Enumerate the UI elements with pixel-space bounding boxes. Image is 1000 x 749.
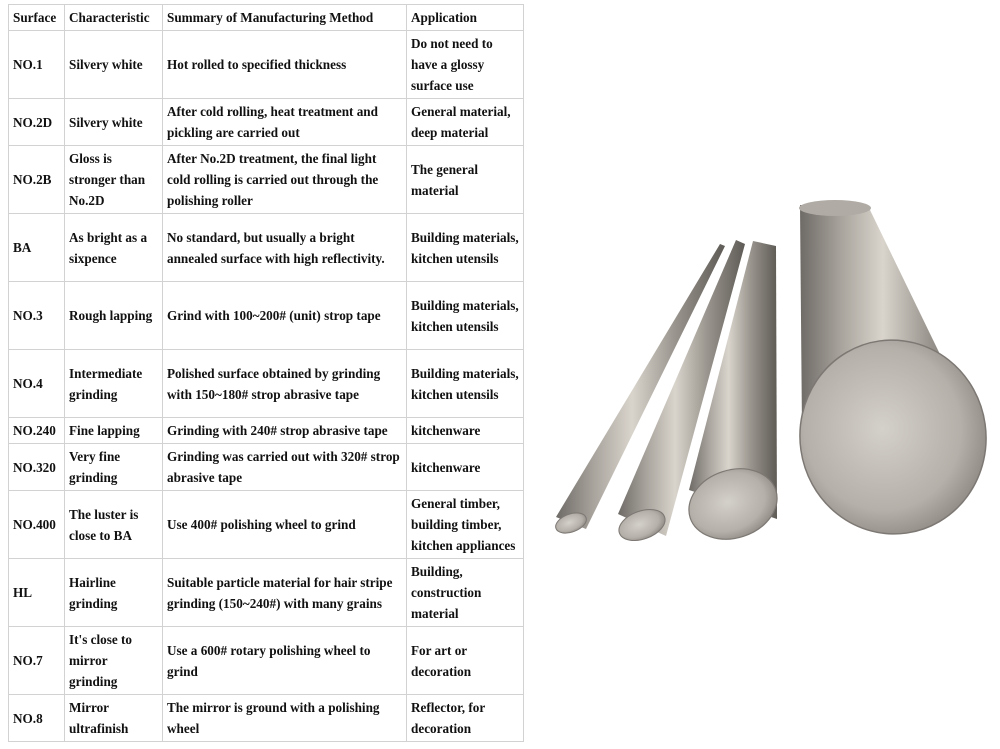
surface-cell: NO.7 (9, 627, 65, 695)
surface-cell: HL (9, 559, 65, 627)
application-cell: The general material (407, 146, 524, 214)
characteristic-cell: Fine lapping (65, 418, 163, 444)
application-cell: Building materials, kitchen utensils (407, 214, 524, 282)
surface-cell: NO.8 (9, 695, 65, 742)
header-characteristic: Characteristic (65, 5, 163, 31)
surface-cell: NO.4 (9, 350, 65, 418)
characteristic-cell: It's close to mirror grinding (65, 627, 163, 695)
application-cell: Building materials, kitchen utensils (407, 282, 524, 350)
surface-cell: NO.3 (9, 282, 65, 350)
characteristic-cell: Mirror ultrafinish (65, 695, 163, 742)
table-row (9, 99, 524, 146)
table-row (9, 282, 524, 350)
method-cell: Use 400# polishing wheel to grind (163, 491, 407, 559)
table-row (9, 214, 524, 282)
surface-cell: NO.400 (9, 491, 65, 559)
method-cell: Use a 600# rotary polishing wheel to grind (163, 627, 407, 695)
method-cell: Grinding was carried out with 320# strop abrasive tape (163, 444, 407, 491)
table-row (9, 350, 524, 418)
table-row (9, 627, 524, 695)
characteristic-cell: Silvery white (65, 99, 163, 146)
characteristic-cell: Gloss is stronger than No.2D (65, 146, 163, 214)
surface-cell: BA (9, 214, 65, 282)
table-row (9, 418, 524, 444)
header-surface: Surface (9, 5, 65, 31)
surface-cell: NO.1 (9, 31, 65, 99)
table-row (9, 559, 524, 627)
characteristic-cell: Intermediate grinding (65, 350, 163, 418)
characteristic-cell: Silvery white (65, 31, 163, 99)
header-application: Application (407, 5, 524, 31)
application-cell: Building materials, kitchen utensils (407, 350, 524, 418)
stainless-steel-round-bars-image (548, 190, 1000, 550)
table-row (9, 444, 524, 491)
method-cell: After No.2D treatment, the final light cold rolling is carried out through the polishing roller (163, 146, 407, 214)
application-cell: kitchenware (407, 444, 524, 491)
characteristic-cell: Hairline grinding (65, 559, 163, 627)
application-cell: Reflector, for decoration (407, 695, 524, 742)
application-cell: Do not need to have a glossy surface use (407, 31, 524, 99)
header-method: Summary of Manufacturing Method (163, 5, 407, 31)
surface-finish-table (8, 4, 524, 742)
surface-cell: NO.240 (9, 418, 65, 444)
application-cell: kitchenware (407, 418, 524, 444)
method-cell: Hot rolled to specified thickness (163, 31, 407, 99)
method-cell: The mirror is ground with a polishing wheel (163, 695, 407, 742)
method-cell: Suitable particle material for hair stripe grinding (150~240#) with many grains (163, 559, 407, 627)
surface-cell: NO.2B (9, 146, 65, 214)
application-cell: For art or decoration (407, 627, 524, 695)
characteristic-cell: Very fine grinding (65, 444, 163, 491)
table-row (9, 146, 524, 214)
table-header-row (9, 5, 524, 31)
characteristic-cell: Rough lapping (65, 282, 163, 350)
method-cell: Grind with 100~200# (unit) strop tape (163, 282, 407, 350)
method-cell: No standard, but usually a bright annealed surface with high reflectivity. (163, 214, 407, 282)
application-cell: General timber, building timber, kitchen appliances (407, 491, 524, 559)
application-cell: General material, deep material (407, 99, 524, 146)
table-row (9, 695, 524, 742)
application-cell: Building, construction material (407, 559, 524, 627)
method-cell: Grinding with 240# strop abrasive tape (163, 418, 407, 444)
characteristic-cell: As bright as a sixpence (65, 214, 163, 282)
method-cell: After cold rolling, heat treatment and pickling are carried out (163, 99, 407, 146)
method-cell: Polished surface obtained by grinding with 150~180# strop abrasive tape (163, 350, 407, 418)
surface-cell: NO.2D (9, 99, 65, 146)
table-row (9, 491, 524, 559)
table-row (9, 31, 524, 99)
characteristic-cell: The luster is close to BA (65, 491, 163, 559)
surface-cell: NO.320 (9, 444, 65, 491)
